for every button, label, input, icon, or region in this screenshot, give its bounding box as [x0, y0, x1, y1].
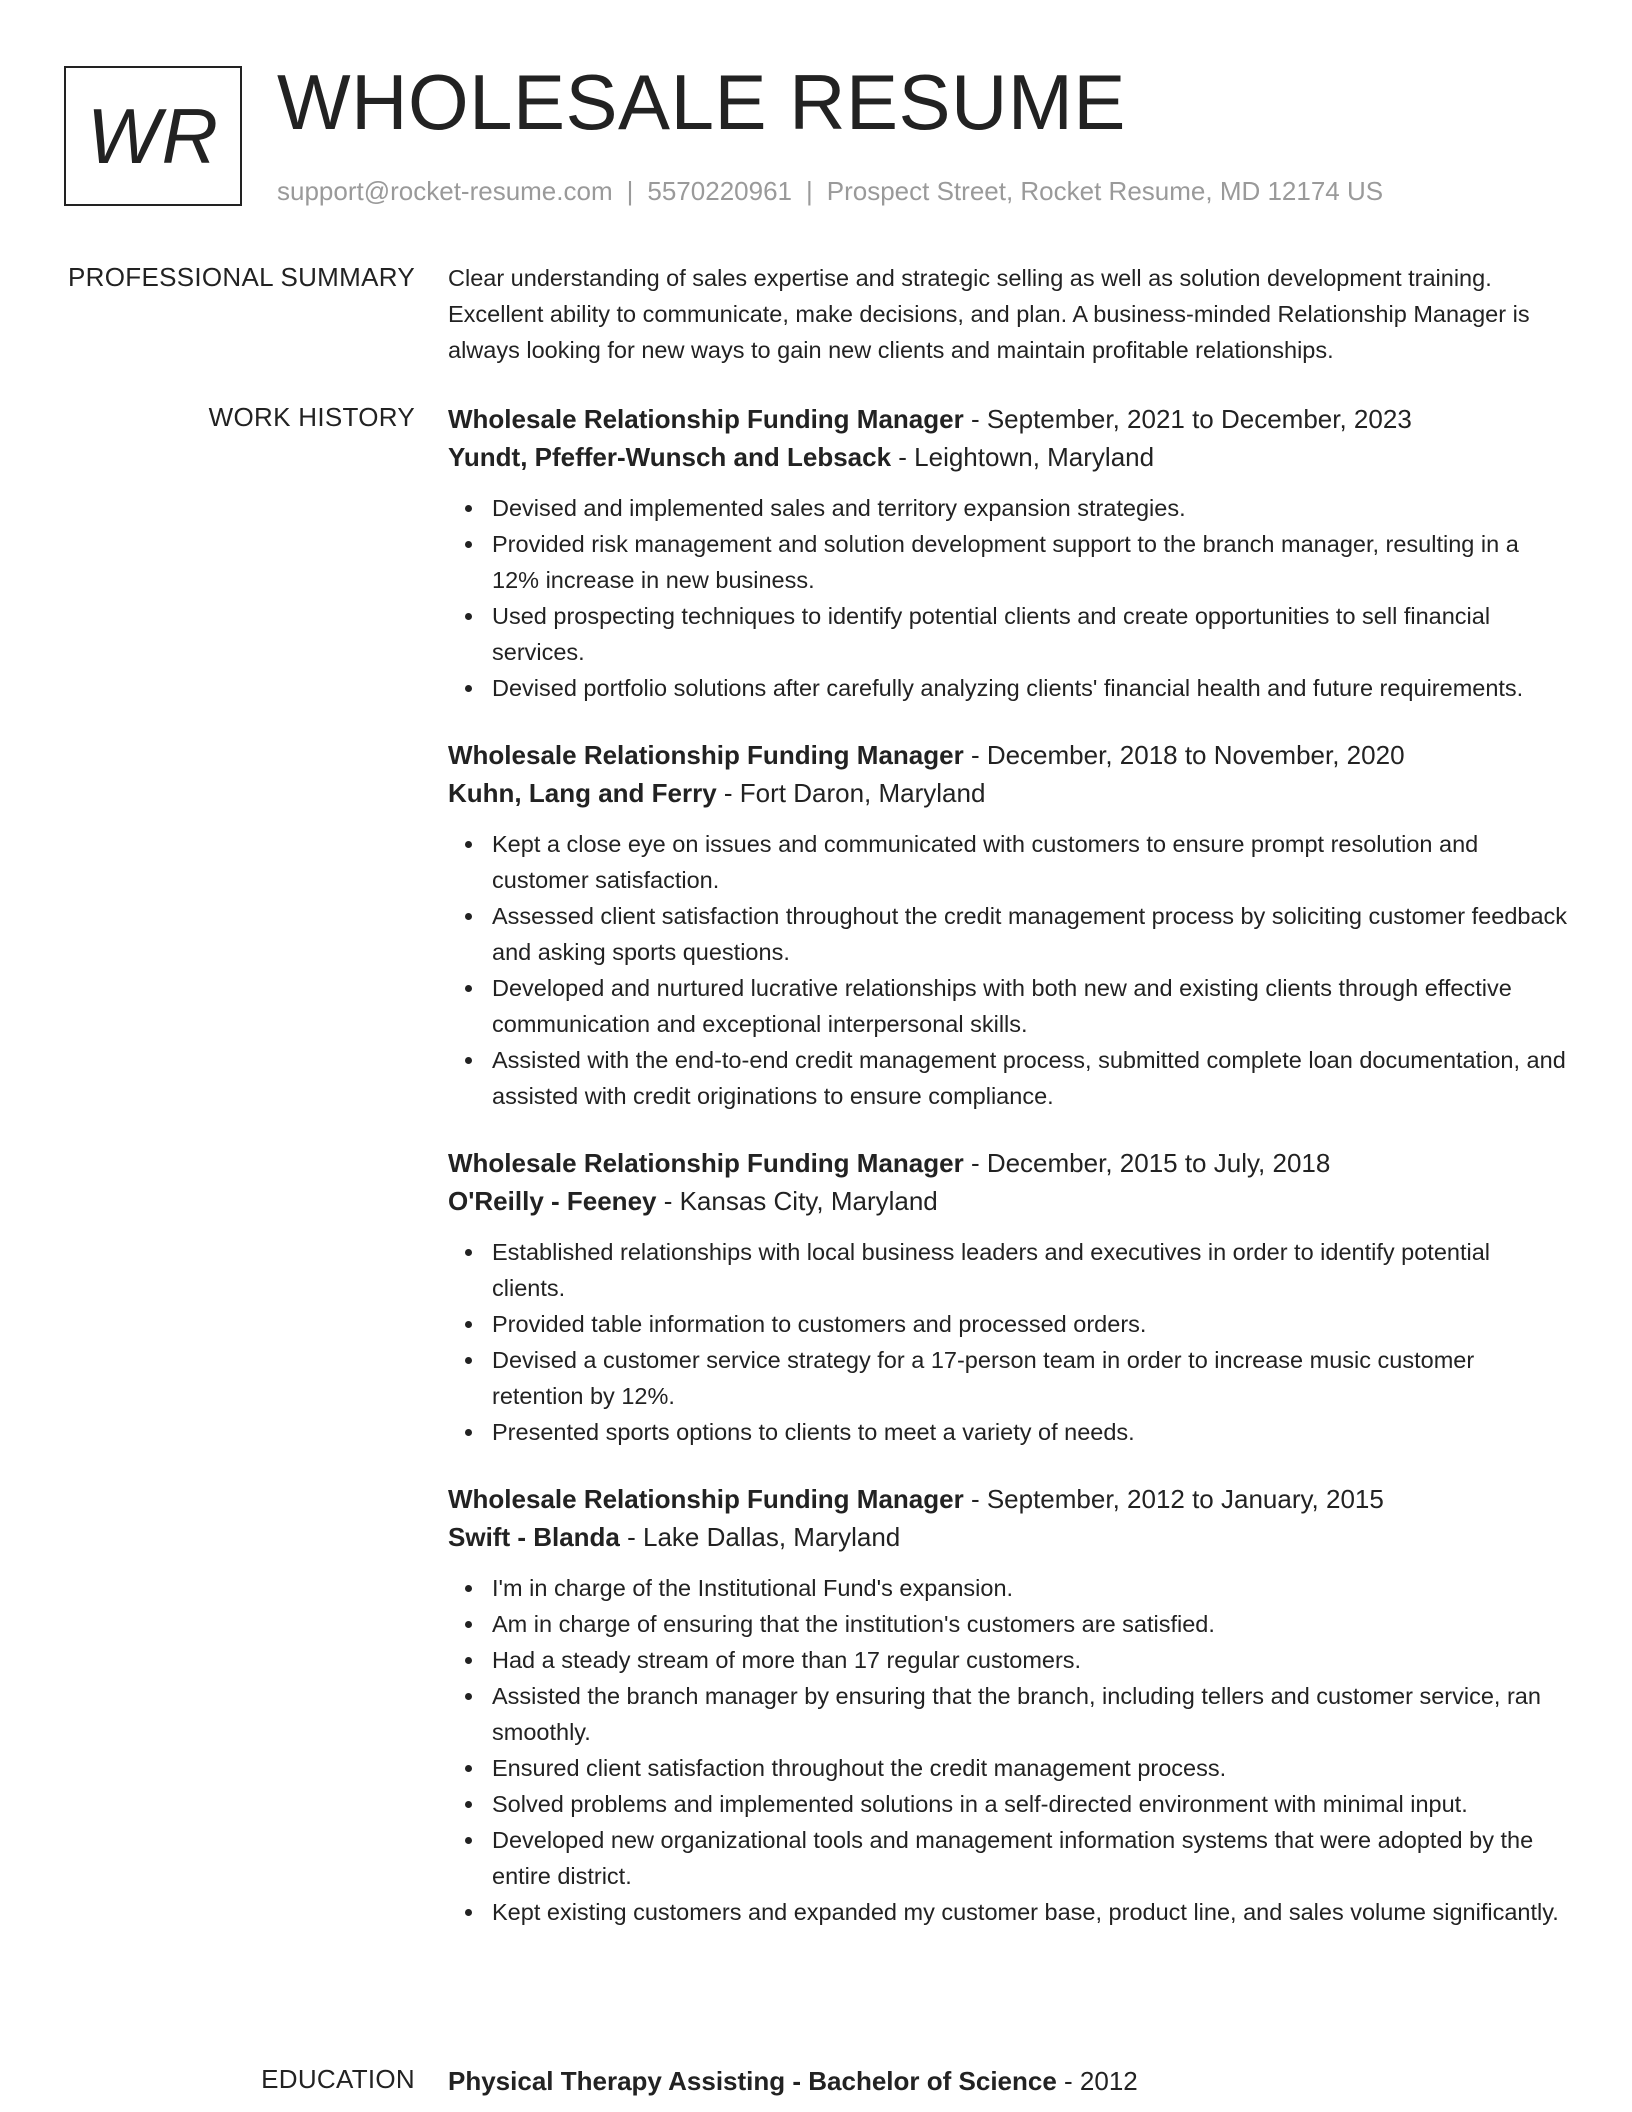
job-company: Kuhn, Lang and Ferry	[448, 778, 717, 808]
job-bullet: Devised portfolio solutions after carefully analyzing clients' financial health and future requirements.	[492, 670, 1568, 706]
job-bullet: Devised and implemented sales and territory expansion strategies.	[492, 490, 1568, 526]
job-bullet: Provided table information to customers and processed orders.	[492, 1306, 1568, 1342]
job-company-line	[448, 438, 1568, 476]
contact-phone: 5570220961	[647, 176, 792, 206]
summary-text: Clear understanding of sales expertise and strategic selling as well as solution development training. Excellent ability to communicate, make decisions, and plan. A business-minded Relationship Manager is always looking for new ways to gain new clients and maintain profitable relationships.	[448, 265, 1530, 363]
job-company: Swift - Blanda	[448, 1522, 620, 1552]
job-title-line	[448, 1480, 1568, 1518]
job-bullet: Solved problems and implemented solutions in a self-directed environment with minimal input.	[492, 1786, 1568, 1822]
job-company: O'Reilly - Feeney	[448, 1186, 657, 1216]
job-location: - Leightown, Maryland	[891, 442, 1155, 472]
job-bullet: Established relationships with local business leaders and executives in order to identify potential clients.	[492, 1234, 1568, 1306]
job-location: - Lake Dallas, Maryland	[619, 1522, 901, 1552]
job-bullets	[448, 1234, 1568, 1450]
job-bullet: I'm in charge of the Institutional Fund's expansion.	[492, 1570, 1568, 1606]
job-dates: - December, 2018 to November, 2020	[963, 740, 1405, 770]
job-bullet: Provided risk management and solution development support to the branch manager, resulting in a 12% increase in new business.	[492, 526, 1568, 598]
job-bullet: Am in charge of ensuring that the institution's customers are satisfied.	[492, 1606, 1568, 1642]
job-bullet: Presented sports options to clients to meet a variety of needs.	[492, 1414, 1568, 1450]
job-title: Wholesale Relationship Funding Manager	[448, 1148, 964, 1178]
job-bullet: Assisted with the end-to-end credit management process, submitted complete loan documentation, and assisted with credit originations to ensure compliance.	[492, 1042, 1568, 1114]
job-company-line	[448, 774, 1568, 812]
job-bullet: Devised a customer service strategy for a 17-person team in order to increase music customer retention by 12%.	[492, 1342, 1568, 1414]
work-history-body	[448, 400, 1568, 1960]
job-bullet: Assisted the branch manager by ensuring that the branch, including tellers and customer service, ran smoothly.	[492, 1678, 1568, 1750]
education-year: - 2012	[1056, 2066, 1138, 2096]
job-bullet: Kept existing customers and expanded my customer base, product line, and sales volume significantly.	[492, 1894, 1568, 1930]
job-title-line	[448, 400, 1568, 438]
job-title-line	[448, 1144, 1568, 1182]
contact-line	[277, 174, 1383, 208]
job-bullets	[448, 490, 1568, 706]
education-label: EDUCATION	[261, 2064, 415, 2094]
work-history-label: WORK HISTORY	[208, 402, 415, 432]
job-bullet: Used prospecting techniques to identify potential clients and create opportunities to sell financial services.	[492, 598, 1568, 670]
job-entry	[448, 1480, 1568, 1930]
education-degree: Physical Therapy Assisting - Bachelor of Science	[448, 2066, 1057, 2096]
resume-name: WHOLESALE RESUME	[277, 58, 1126, 146]
job-company-line	[448, 1518, 1568, 1556]
job-entry	[448, 736, 1568, 1114]
job-bullet: Developed and nurtured lucrative relationships with both new and existing clients through effective communication and exceptional interpersonal skills.	[492, 970, 1568, 1042]
education-degree-line	[448, 2062, 1568, 2100]
job-title: Wholesale Relationship Funding Manager	[448, 1484, 964, 1514]
job-bullets	[448, 1570, 1568, 1930]
job-bullet: Developed new organizational tools and management information systems that were adopted by the entire district.	[492, 1822, 1568, 1894]
job-bullet: Kept a close eye on issues and communicated with customers to ensure prompt resolution and customer satisfaction.	[492, 826, 1568, 898]
job-company-line	[448, 1182, 1568, 1220]
job-company: Yundt, Pfeffer-Wunsch and Lebsack	[448, 442, 892, 472]
job-title-line	[448, 736, 1568, 774]
job-title: Wholesale Relationship Funding Manager	[448, 740, 964, 770]
contact-separator: |	[806, 176, 813, 206]
job-bullet: Assessed client satisfaction throughout the credit management process by soliciting customer feedback and asking sports questions.	[492, 898, 1568, 970]
job-dates: - September, 2012 to January, 2015	[963, 1484, 1384, 1514]
contact-separator: |	[626, 176, 634, 206]
summary-label: PROFESSIONAL SUMMARY	[68, 262, 415, 292]
job-entry	[448, 1144, 1568, 1450]
job-location: - Fort Daron, Maryland	[716, 778, 986, 808]
contact-email: support@rocket-resume.com	[277, 176, 613, 206]
job-bullet: Had a steady stream of more than 17 regular customers.	[492, 1642, 1568, 1678]
job-dates: - September, 2021 to December, 2023	[963, 404, 1412, 434]
job-entry	[448, 400, 1568, 706]
monogram-logo: WR	[64, 66, 242, 206]
job-bullets	[448, 826, 1568, 1114]
job-location: - Kansas City, Maryland	[656, 1186, 938, 1216]
job-title: Wholesale Relationship Funding Manager	[448, 404, 964, 434]
job-dates: - December, 2015 to July, 2018	[963, 1148, 1331, 1178]
job-bullet: Ensured client satisfaction throughout the credit management process.	[492, 1750, 1568, 1786]
contact-address: Prospect Street, Rocket Resume, MD 12174 US	[826, 176, 1384, 206]
